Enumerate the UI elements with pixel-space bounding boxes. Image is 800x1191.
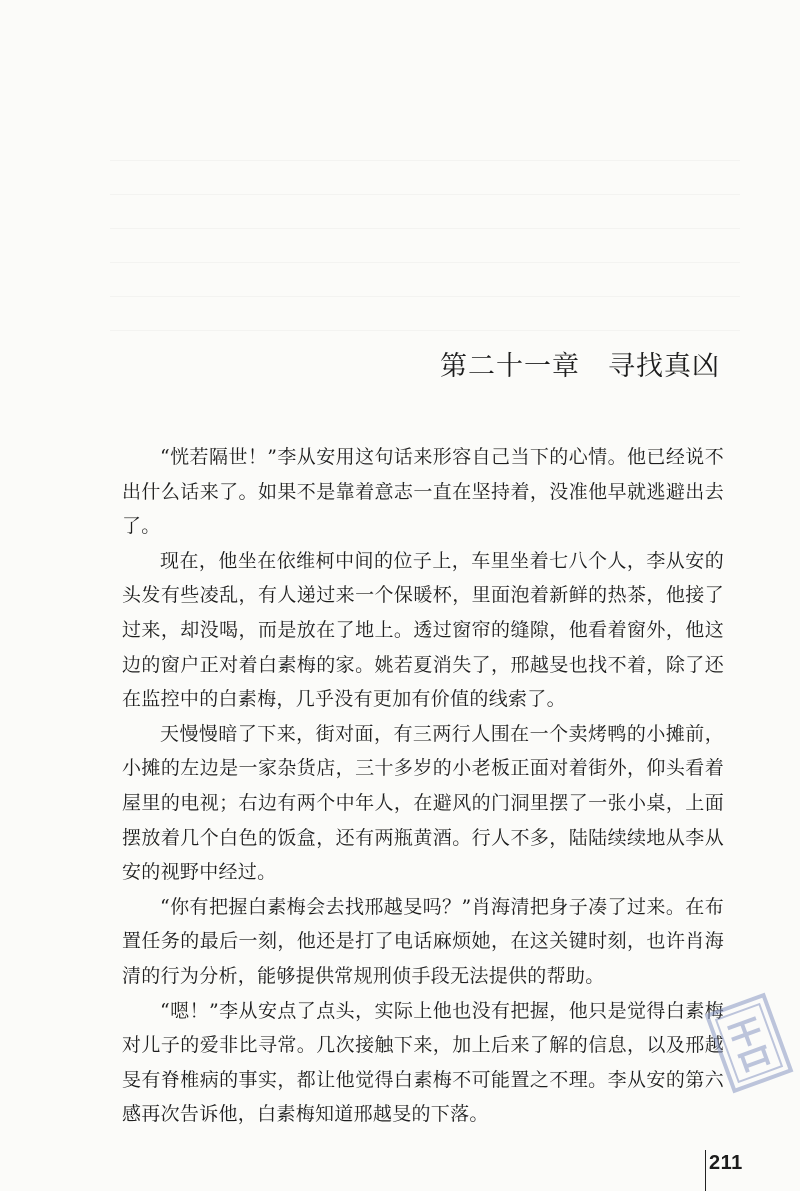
paragraph-2: 现在，他坐在依维柯中间的位子上，车里坐着七八个人，李从安的头发有些凌乱，有人递过来一个保暖杯，里面泡着新鲜的热茶，他接了过来，却没喝，而是放在了地上。透过窗帘的缝隙，他看着窗外，他这边的窗户正对着白素梅的家。姚若夏消失了，邢越旻也找不着，除了还在监控中的白素梅，几乎没有更加有价值的线索了。 <box>122 549 724 711</box>
paragraph-4: “你有把握白素梅会去找邢越旻吗？”肖海清把身子凑了过来。在布置任务的最后一刻，他还是打了电话麻烦她，在这关键时刻，也许肖海清的行为分析，能够提供常规刑侦手段无法提供的帮助。 <box>122 895 724 987</box>
page-number-rule <box>705 1150 706 1191</box>
show-through-line <box>110 262 740 263</box>
body-text <box>122 440 724 1132</box>
show-through-line <box>110 194 740 195</box>
paragraph-3: 天慢慢暗了下来，街对面，有三两行人围在一个卖烤鸭的小摊前，小摊的左边是一家杂货店，三十多岁的小老板正面对着街外，仰头看着屋里的电视；右边有两个中年人，在避风的门洞里摆了一张小桌，上面摆放着几个白色的饭盒，还有两瓶黄酒。行人不多，陆陆续续地从李从安的视野中经过。 <box>122 722 724 884</box>
paragraph-5: “嗯！”李从安点了点头，实际上他也没有把握，他只是觉得白素梅对儿子的爱非比寻常。几次接触下来，加上后来了解的信息，以及邢越旻有脊椎病的事实，都让他觉得白素梅不可能置之不理。李从安的第六感再次告诉他，白素梅知道邢越旻的下落。 <box>122 999 724 1126</box>
show-through-line <box>110 296 740 297</box>
show-through-line <box>110 160 740 161</box>
chapter-title: 第二十一章 寻找真凶 <box>440 351 720 382</box>
paragraph-1: “恍若隔世！”李从安用这句话来形容自己当下的心情。他已经说不出什么话来了。如果不是靠着意志一直在坚持着，没准他早就逃避出去了。 <box>122 446 724 538</box>
show-through-line <box>110 330 740 331</box>
show-through-line <box>110 228 740 229</box>
page-number: 211 <box>709 1152 743 1174</box>
